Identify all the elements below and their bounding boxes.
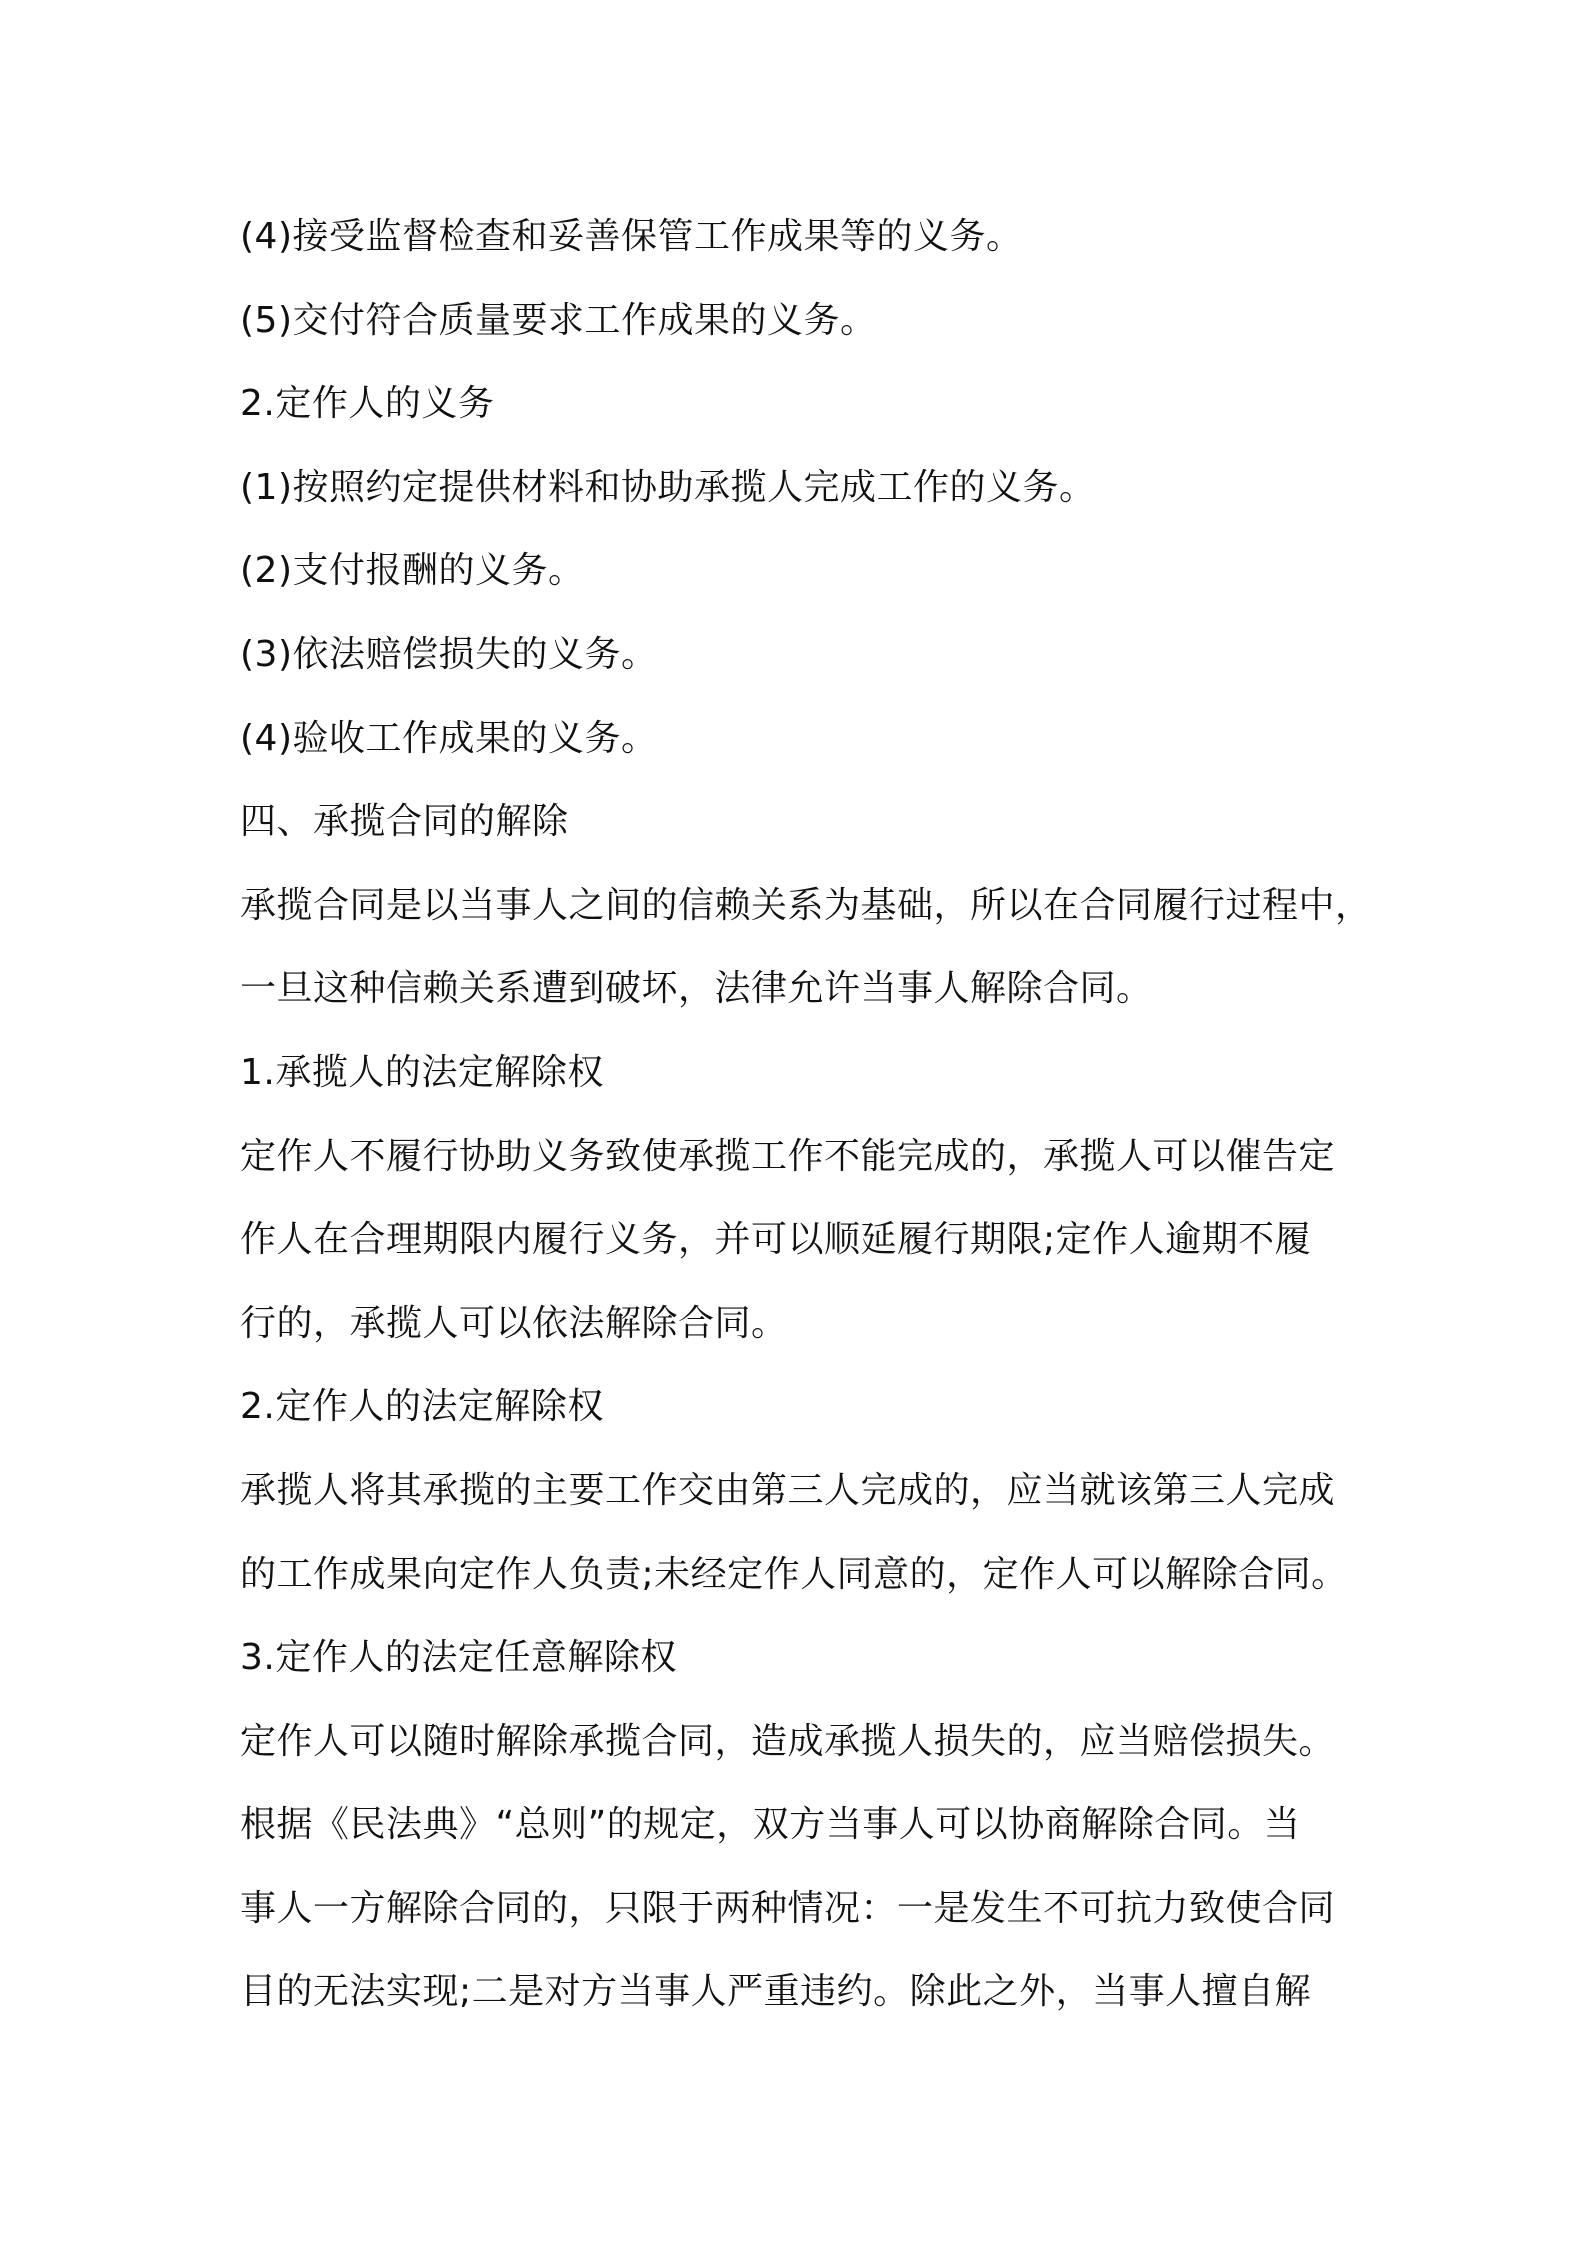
text-line: (4)接受监督检查和妥善保管工作成果等的义务。	[240, 216, 1023, 257]
text-line: (5)交付符合质量要求工作成果的义务。	[240, 299, 877, 341]
text-line: 作人在合理期限内履行义务，并可以顺延履行期限;定作人逾期不履	[240, 1219, 1312, 1261]
document-body	[240, 195, 1380, 2034]
text-line: (4)验收工作成果的义务。	[240, 717, 658, 759]
text-line: (3)依法赔偿损失的义务。	[240, 633, 658, 675]
text-line: 定作人可以随时解除承揽合同，造成承揽人损失的，应当赔偿损失。	[240, 1720, 1336, 1762]
text-line: 事人一方解除合同的，只限于两种情况：一是发生不可抗力致使合同	[240, 1887, 1336, 1929]
section-heading: 1.承揽人的法定解除权	[240, 1051, 604, 1093]
section-heading: 3.定作人的法定任意解除权	[240, 1637, 677, 1679]
text-line: 承揽人将其承揽的主要工作交由第三人完成的，应当就该第三人完成	[240, 1469, 1336, 1511]
text-line: 承揽合同是以当事人之间的信赖关系为基础，所以在合同履行过程中，	[240, 884, 1372, 926]
text-line: (2)支付报酬的义务。	[240, 550, 585, 592]
text-line: 行的，承揽人可以依法解除合同。	[240, 1302, 788, 1344]
text-line: 定作人不履行协助义务致使承揽工作不能完成的，承揽人可以催告定	[240, 1135, 1336, 1177]
text-line: (1)按照约定提供材料和协助承揽人完成工作的义务。	[240, 466, 1096, 508]
text-line: 一旦这种信赖关系遭到破坏，法律允许当事人解除合同。	[240, 968, 1153, 1010]
text-line: 的工作成果向定作人负责;未经定作人同意的，定作人可以解除合同。	[240, 1553, 1348, 1595]
section-heading: 2.定作人的义务	[240, 383, 495, 425]
section-heading: 四、承揽合同的解除	[240, 801, 569, 843]
section-heading: 2.定作人的法定解除权	[240, 1386, 604, 1428]
text-line: 根据《民法典》“总则”的规定，双方当事人可以协商解除合同。当	[240, 1804, 1301, 1846]
text-line: 目的无法实现;二是对方当事人严重违约。除此之外，当事人擅自解	[240, 1971, 1312, 2013]
